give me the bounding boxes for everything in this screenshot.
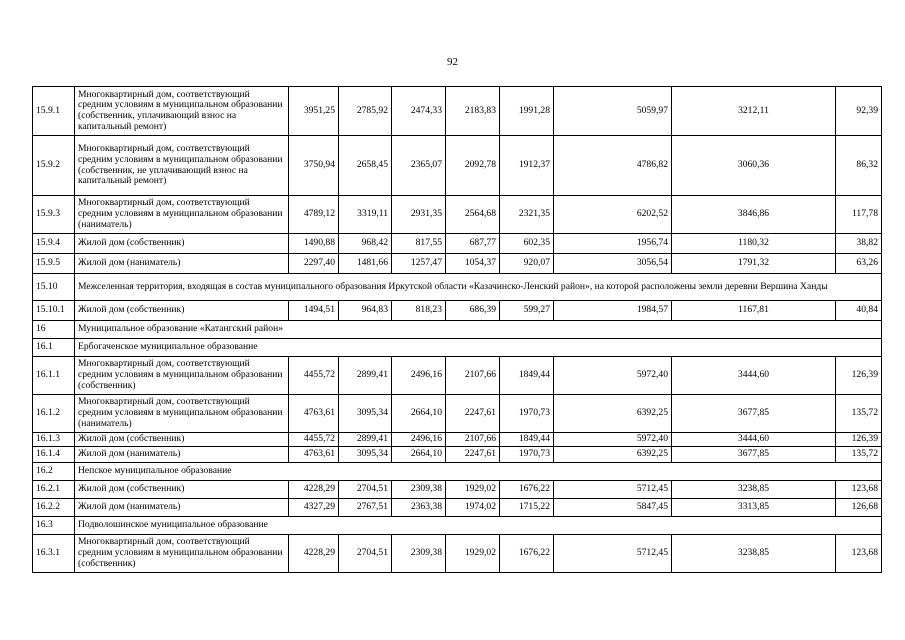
value-cell: 2704,51 [339,535,392,573]
row-description: Многоквартирный дом, соответствующий средним условиям в муниципальном образовании (собственник) [75,535,289,573]
value-cell: 1974,02 [446,499,500,517]
table-row [33,234,882,254]
value-cell: 2474,33 [392,87,446,136]
page-number: 92 [447,56,458,68]
table-row [33,301,882,321]
table-row [33,535,882,573]
table-row [33,433,882,447]
row-description: Жилой дом (собственник) [75,433,289,447]
row-code: 15.9.2 [33,136,75,196]
value-cell: 63,26 [836,254,882,274]
value-cell: 2899,41 [339,433,392,447]
value-cell: 2309,38 [392,535,446,573]
value-cell: 135,72 [836,447,882,463]
table-row [33,196,882,234]
value-cell: 92,39 [836,87,882,136]
value-cell: 2931,35 [392,196,446,234]
tariff-table [32,86,882,573]
value-cell: 1929,02 [446,481,500,499]
value-cell: 3095,34 [339,395,392,433]
value-cell: 2297,40 [289,254,339,274]
value-cell: 2767,51 [339,499,392,517]
row-code: 15.9.3 [33,196,75,234]
value-cell: 117,78 [836,196,882,234]
value-cell: 135,72 [836,395,882,433]
value-cell: 3677,85 [672,395,836,433]
value-cell: 86,32 [836,136,882,196]
row-description: Жилой дом (собственник) [75,301,289,321]
value-cell: 4763,61 [289,447,339,463]
value-cell: 1715,22 [500,499,554,517]
section-title: Муниципальное образование «Катангский район» [75,321,882,339]
value-cell: 686,39 [446,301,500,321]
row-code: 16.1.4 [33,447,75,463]
value-cell: 2247,61 [446,447,500,463]
row-code: 16.1.1 [33,357,75,395]
value-cell: 2321,35 [500,196,554,234]
value-cell: 1167,81 [672,301,836,321]
value-cell: 5059,97 [554,87,672,136]
value-cell: 126,68 [836,499,882,517]
value-cell: 126,39 [836,433,882,447]
value-cell: 5972,40 [554,433,672,447]
table-row [33,395,882,433]
value-cell: 6392,25 [554,395,672,433]
value-cell: 1676,22 [500,481,554,499]
row-code: 16.1.3 [33,433,75,447]
value-cell: 3846,86 [672,196,836,234]
value-cell: 3319,11 [339,196,392,234]
row-code: 15.9.1 [33,87,75,136]
value-cell: 5972,40 [554,357,672,395]
value-cell: 968,42 [339,234,392,254]
value-cell: 964,83 [339,301,392,321]
value-cell: 1054,37 [446,254,500,274]
section-title: Ербогаченское муниципальное образование [75,339,882,357]
row-code: 16.2.1 [33,481,75,499]
value-cell: 4789,12 [289,196,339,234]
section-row [33,517,882,535]
value-cell: 2564,68 [446,196,500,234]
value-cell: 2785,92 [339,87,392,136]
row-description: Многоквартирный дом, соответствующий средним условиям в муниципальном образовании (собственник, не уплачивающий взнос на капитальный ремонт) [75,136,289,196]
value-cell: 38,82 [836,234,882,254]
value-cell: 2247,61 [446,395,500,433]
row-code: 16.2.2 [33,499,75,517]
value-cell: 2365,07 [392,136,446,196]
value-cell: 920,07 [500,254,554,274]
value-cell: 2107,66 [446,357,500,395]
value-cell: 817,55 [392,234,446,254]
value-cell: 3444,60 [672,433,836,447]
section-row [33,321,882,339]
value-cell: 818,23 [392,301,446,321]
table-row [33,87,882,136]
value-cell: 3212,11 [672,87,836,136]
section-title: Подволошинское муниципальное образование [75,517,882,535]
value-cell: 1991,28 [500,87,554,136]
value-cell: 1970,73 [500,447,554,463]
value-cell: 1257,47 [392,254,446,274]
value-cell: 1180,32 [672,234,836,254]
value-cell: 6392,25 [554,447,672,463]
row-code: 16 [33,321,75,339]
value-cell: 3056,54 [554,254,672,274]
row-code: 16.2 [33,463,75,481]
value-cell: 3951,25 [289,87,339,136]
value-cell: 602,35 [500,234,554,254]
value-cell: 3095,34 [339,447,392,463]
value-cell: 2183,83 [446,87,500,136]
value-cell: 4228,29 [289,535,339,573]
row-description: Жилой дом (собственник) [75,234,289,254]
row-code: 16.1.2 [33,395,75,433]
value-cell: 1676,22 [500,535,554,573]
value-cell: 3750,94 [289,136,339,196]
value-cell: 2363,38 [392,499,446,517]
value-cell: 2658,45 [339,136,392,196]
value-cell: 687,77 [446,234,500,254]
value-cell: 40,84 [836,301,882,321]
value-cell: 3238,85 [672,535,836,573]
value-cell: 2899,41 [339,357,392,395]
value-cell: 1956,74 [554,234,672,254]
value-cell: 2704,51 [339,481,392,499]
row-description: Многоквартирный дом, соответствующий средним условиям в муниципальном образовании (наниматель) [75,196,289,234]
value-cell: 4327,29 [289,499,339,517]
value-cell: 1970,73 [500,395,554,433]
section-title: Непское муниципальное образование [75,463,882,481]
value-cell: 1791,32 [672,254,836,274]
row-code: 16.3.1 [33,535,75,573]
row-description: Многоквартирный дом, соответствующий средним условиям в муниципальном образовании (собственник, уплачивающий взнос на капитальный ремонт) [75,87,289,136]
row-description: Жилой дом (наниматель) [75,447,289,463]
section-row [33,339,882,357]
section-title: Межселенная территория, входящая в состав муниципального образования Иркутской области «Казачинско-Ленский район», на которой расположены земли деревни Вершина Ханды [75,274,882,301]
row-code: 15.9.4 [33,234,75,254]
table-row [33,357,882,395]
row-description: Многоквартирный дом, соответствующий средним условиям в муниципальном образовании (собственник) [75,357,289,395]
value-cell: 2092,78 [446,136,500,196]
value-cell: 4228,29 [289,481,339,499]
value-cell: 4455,72 [289,357,339,395]
value-cell: 3060,36 [672,136,836,196]
table-row [33,481,882,499]
value-cell: 3313,85 [672,499,836,517]
value-cell: 5847,45 [554,499,672,517]
row-code: 15.10 [33,274,75,301]
row-code: 16.1 [33,339,75,357]
section-row [33,274,882,301]
value-cell: 123,68 [836,535,882,573]
value-cell: 2309,38 [392,481,446,499]
value-cell: 5712,45 [554,481,672,499]
value-cell: 1984,57 [554,301,672,321]
value-cell: 1912,37 [500,136,554,196]
value-cell: 1481,66 [339,254,392,274]
section-row [33,463,882,481]
value-cell: 1849,44 [500,433,554,447]
row-code: 16.3 [33,517,75,535]
value-cell: 1929,02 [446,535,500,573]
table-row [33,499,882,517]
value-cell: 599,27 [500,301,554,321]
table-row [33,136,882,196]
value-cell: 1849,44 [500,357,554,395]
value-cell: 3677,85 [672,447,836,463]
value-cell: 5712,45 [554,535,672,573]
row-description: Жилой дом (собственник) [75,481,289,499]
table-row [33,447,882,463]
value-cell: 2496,16 [392,433,446,447]
row-code: 15.9.5 [33,254,75,274]
value-cell: 123,68 [836,481,882,499]
value-cell: 2107,66 [446,433,500,447]
value-cell: 1494,51 [289,301,339,321]
value-cell: 3444,60 [672,357,836,395]
value-cell: 2496,16 [392,357,446,395]
value-cell: 4763,61 [289,395,339,433]
value-cell: 2664,10 [392,447,446,463]
value-cell: 4455,72 [289,433,339,447]
table-row [33,254,882,274]
value-cell: 4786,82 [554,136,672,196]
value-cell: 3238,85 [672,481,836,499]
row-description: Жилой дом (наниматель) [75,499,289,517]
value-cell: 126,39 [836,357,882,395]
row-description: Жилой дом (наниматель) [75,254,289,274]
value-cell: 6202,52 [554,196,672,234]
row-description: Многоквартирный дом, соответствующий средним условиям в муниципальном образовании (наниматель) [75,395,289,433]
value-cell: 2664,10 [392,395,446,433]
row-code: 15.10.1 [33,301,75,321]
value-cell: 1490,88 [289,234,339,254]
